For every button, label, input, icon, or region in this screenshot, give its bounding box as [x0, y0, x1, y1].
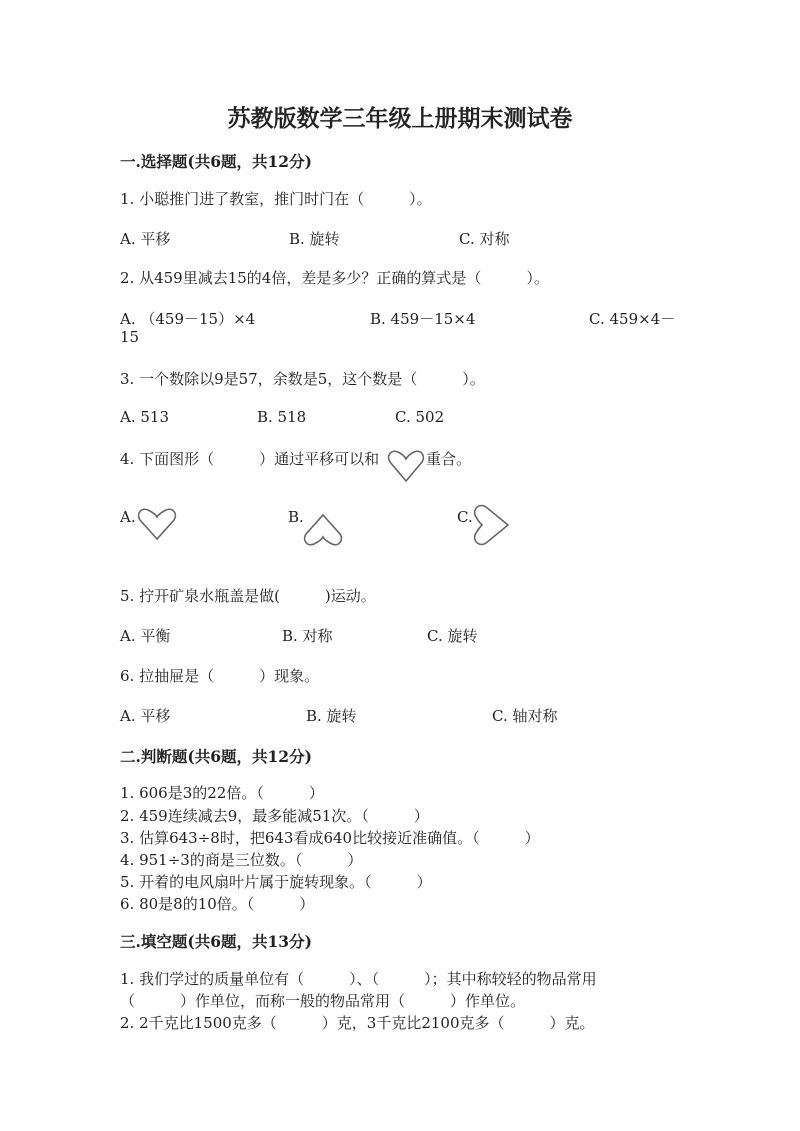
option-1-3-c: C. 502 [395, 408, 445, 426]
heart-option-c-icon [470, 503, 510, 547]
fill-in-item-1-line-1: 1. 我们学过的质量单位有（ ）、（ ）；其中称较轻的物品常用 [120, 970, 597, 988]
section-heading-fill-in: 三.填空题(共6题，共13分) [120, 932, 312, 951]
question-1-6: 6. 拉抽屉是（ ）现象。 [120, 667, 320, 685]
option-1-1-a: A. 平移 [120, 230, 171, 248]
option-1-3-a: A. 513 [120, 408, 169, 426]
option-1-6-c: C. 轴对称 [492, 707, 558, 725]
judgement-item-5: 5. 开着的电风扇叶片属于旋转现象。（ ） [120, 873, 432, 891]
option-1-2-a: A. （459－15）×4 [120, 310, 256, 328]
option-1-2-c-continued: 15 [120, 328, 140, 346]
option-1-4-b: B. [288, 508, 304, 526]
question-1-4-before: 4. 下面图形（ ）通过平移可以和 [120, 450, 380, 468]
question-1-3: 3. 一个数除以9是57，余数是5，这个数是（ ）。 [120, 370, 485, 388]
option-1-5-a: A. 平衡 [120, 627, 171, 645]
option-1-3-b: B. 518 [257, 408, 307, 426]
section-heading-judgement: 二.判断题(共6题，共12分) [120, 747, 312, 766]
heart-option-a-icon [136, 506, 178, 542]
judgement-item-4: 4. 951÷3的商是三位数。（ ） [120, 851, 363, 869]
question-1-4-after: 重合。 [426, 450, 472, 468]
option-1-1-b: B. 旋转 [289, 230, 340, 248]
option-1-5-b: B. 对称 [282, 627, 333, 645]
option-1-4-a: A. [120, 508, 136, 526]
option-1-4-c: C. [457, 508, 473, 526]
heart-option-b-icon [302, 512, 344, 548]
option-1-6-b: B. 旋转 [306, 707, 357, 725]
option-1-2-c: C. 459×4－ [589, 310, 676, 328]
judgement-item-2: 2. 459连续减去9，最多能减51次。（ ） [120, 807, 429, 825]
option-1-1-c: C. 对称 [459, 230, 510, 248]
heart-reference-icon [386, 448, 426, 484]
option-1-6-a: A. 平移 [120, 707, 171, 725]
fill-in-item-1-line-2: （ ）作单位，而称一般的物品常用（ ）作单位。 [120, 992, 526, 1010]
option-1-2-b: B. 459－15×4 [370, 310, 476, 328]
option-1-5-c: C. 旋转 [427, 627, 478, 645]
question-1-2: 2. 从459里减去15的4倍，差是多少？正确的算式是（ ）。 [120, 269, 549, 287]
judgement-item-3: 3. 估算643÷8时，把643看成640比较接近准确值。（ ） [120, 829, 540, 847]
question-1-5: 5. 拧开矿泉水瓶盖是做( )运动。 [120, 587, 376, 605]
judgement-item-6: 6. 80是8的10倍。（ ） [120, 895, 315, 913]
page-title: 苏教版数学三年级上册期末测试卷 [227, 105, 573, 132]
question-1-1: 1. 小聪推门进了教室，推门时门在（ ）。 [120, 190, 432, 208]
judgement-item-1: 1. 606是3的22倍。（ ） [120, 784, 324, 802]
section-heading-choice: 一.选择题(共6题，共12分) [120, 152, 312, 171]
fill-in-item-2: 2. 2千克比1500克多（ ）克，3千克比2100克多（ ）克。 [120, 1014, 595, 1032]
